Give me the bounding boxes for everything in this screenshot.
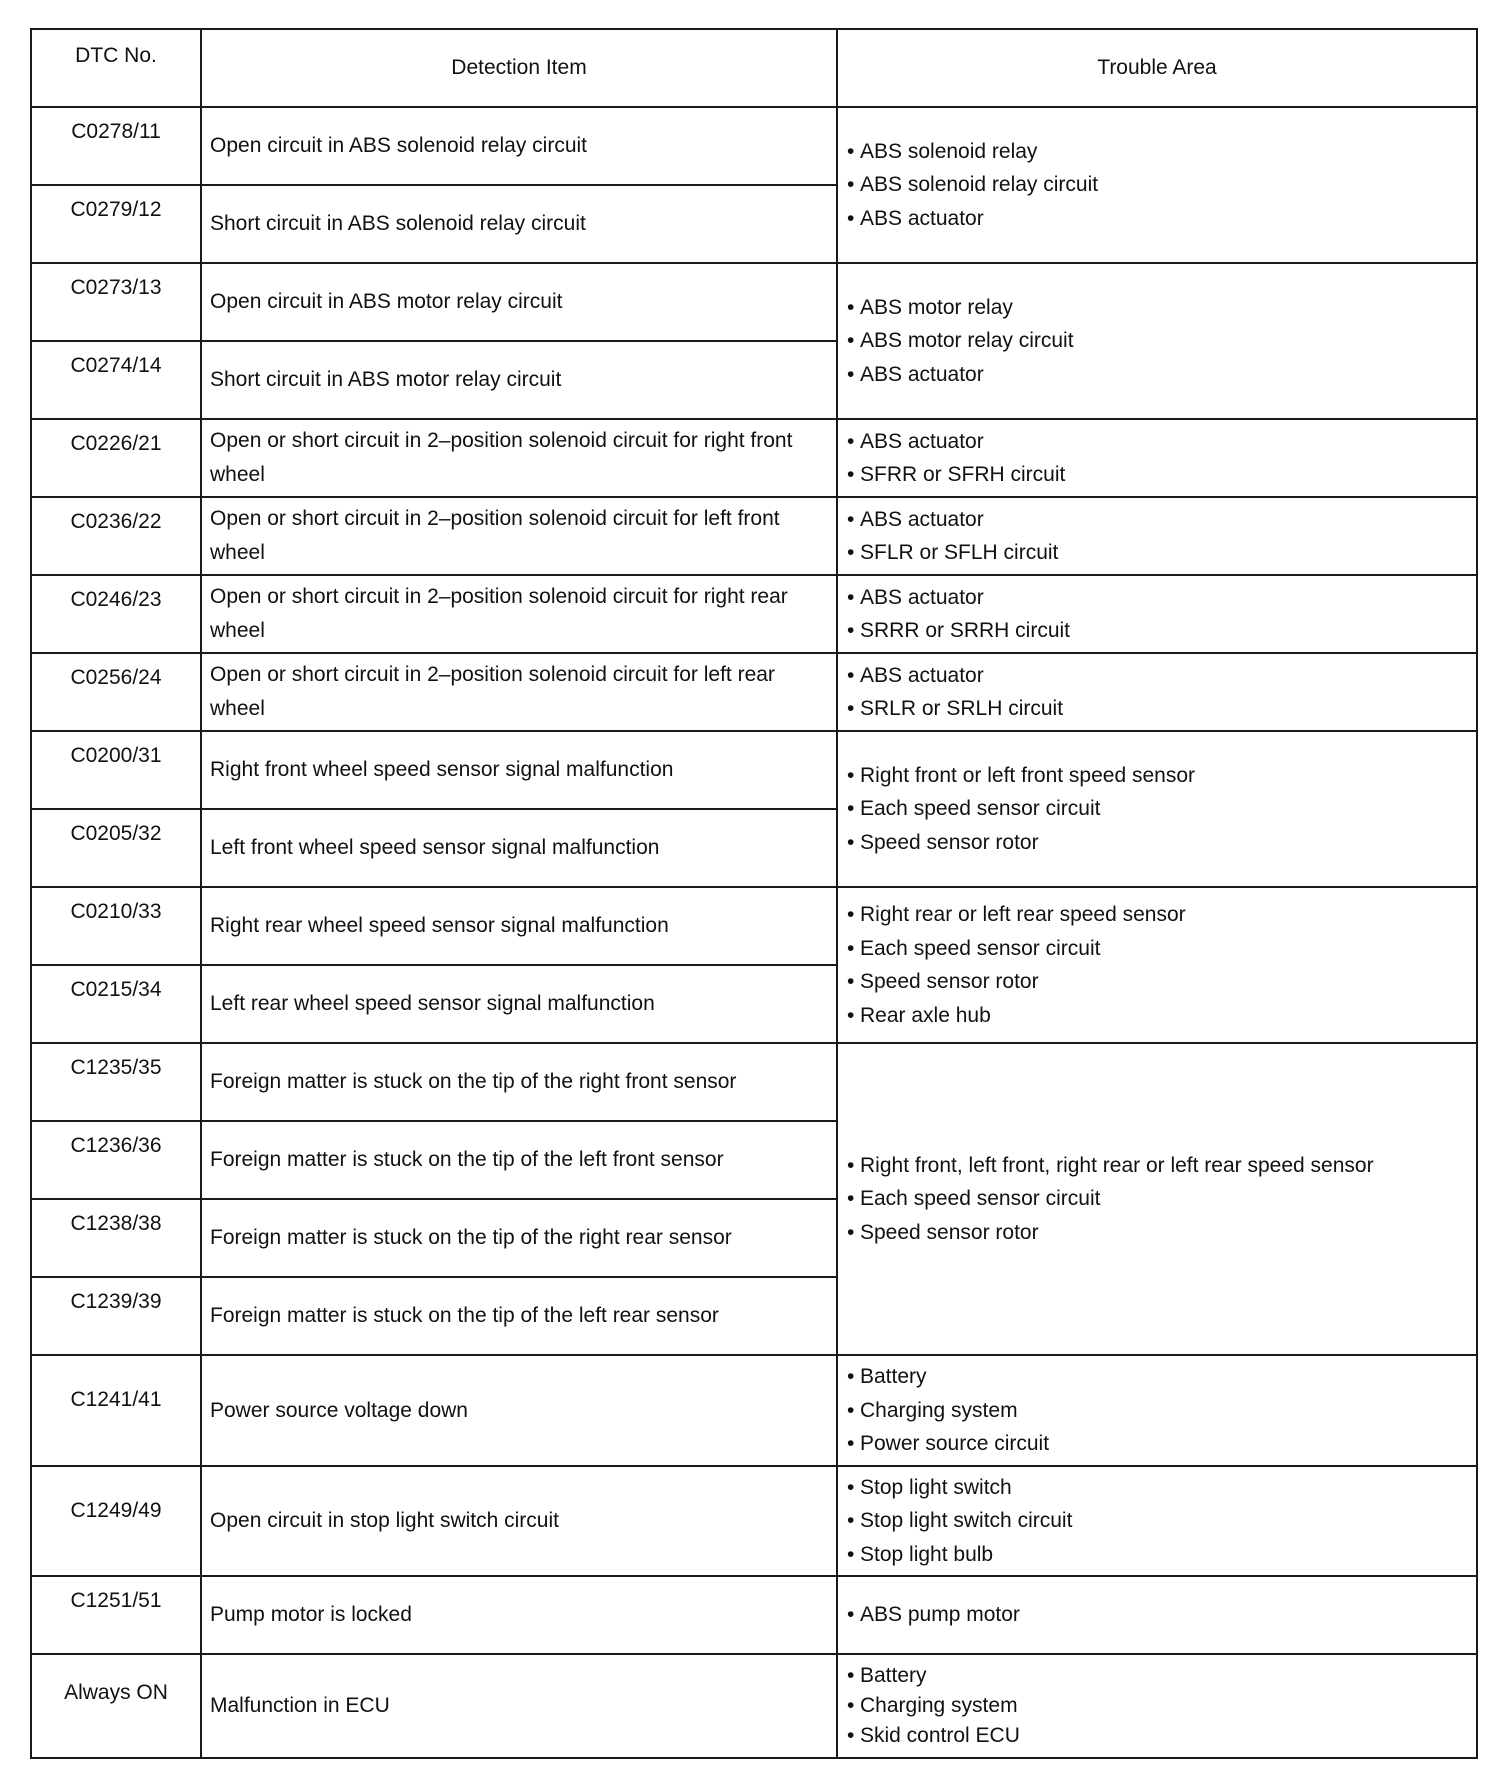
dtc-code: C1251/51	[31, 1576, 201, 1654]
trouble-list-item: • Speed sensor rotor	[846, 1216, 1468, 1250]
dtc-code: C0278/11	[31, 107, 201, 185]
detection-item: Right rear wheel speed sensor signal malfunction	[201, 887, 837, 965]
header-dtc-no: DTC No.	[31, 29, 201, 107]
trouble-list-item: • ABS actuator	[846, 425, 1468, 459]
detection-item: Pump motor is locked	[201, 1576, 837, 1654]
trouble-list-item: • Rear axle hub	[846, 999, 1468, 1033]
trouble-area	[837, 263, 1477, 419]
detection-item: Short circuit in ABS motor relay circuit	[201, 341, 837, 419]
detection-item: Open circuit in ABS motor relay circuit	[201, 263, 837, 341]
trouble-list-item: • SFRR or SFRH circuit	[846, 458, 1468, 492]
trouble-list	[846, 581, 1468, 648]
trouble-list-item: • ABS actuator	[846, 659, 1468, 693]
dtc-code: C0274/14	[31, 341, 201, 419]
table-row	[31, 1654, 1477, 1758]
dtc-code: C1235/35	[31, 1043, 201, 1121]
trouble-list-item: • ABS actuator	[846, 581, 1468, 615]
detection-item: Foreign matter is stuck on the tip of the right rear sensor	[201, 1199, 837, 1277]
dtc-code: C0273/13	[31, 263, 201, 341]
trouble-area	[837, 1355, 1477, 1466]
trouble-list-item: • Charging system	[846, 1691, 1468, 1721]
trouble-area	[837, 1576, 1477, 1654]
trouble-list-item: • SRRR or SRRH circuit	[846, 614, 1468, 648]
dtc-code: C0279/12	[31, 185, 201, 263]
trouble-area	[837, 497, 1477, 575]
trouble-area	[837, 653, 1477, 731]
dtc-code: C1241/41	[31, 1355, 201, 1466]
detection-item: Left rear wheel speed sensor signal malfunction	[201, 965, 837, 1043]
trouble-list	[846, 291, 1468, 392]
dtc-code: C0210/33	[31, 887, 201, 965]
detection-item: Left front wheel speed sensor signal malfunction	[201, 809, 837, 887]
trouble-list-item: • Stop light bulb	[846, 1538, 1468, 1572]
table-row	[31, 419, 1477, 497]
trouble-list-item: • Speed sensor rotor	[846, 826, 1468, 860]
trouble-list-item: • Speed sensor rotor	[846, 965, 1468, 999]
detection-item: Power source voltage down	[201, 1355, 837, 1466]
dtc-code: C0205/32	[31, 809, 201, 887]
dtc-table	[30, 28, 1478, 1759]
trouble-area	[837, 887, 1477, 1043]
trouble-area	[837, 419, 1477, 497]
header-trouble-area: Trouble Area	[837, 29, 1477, 107]
trouble-list-item: • Charging system	[846, 1394, 1468, 1428]
trouble-list	[846, 503, 1468, 570]
trouble-area	[837, 1466, 1477, 1576]
detection-item: Malfunction in ECU	[201, 1654, 837, 1758]
trouble-list-item: • Battery	[846, 1661, 1468, 1691]
detection-item: Short circuit in ABS solenoid relay circuit	[201, 185, 837, 263]
trouble-list-item: • Each speed sensor circuit	[846, 792, 1468, 826]
trouble-list-item: • Right rear or left rear speed sensor	[846, 898, 1468, 932]
trouble-list-item: • Battery	[846, 1360, 1468, 1394]
dtc-code: C0226/21	[31, 419, 201, 497]
table-row	[31, 263, 1477, 341]
trouble-list	[846, 1598, 1468, 1632]
dtc-code: C0215/34	[31, 965, 201, 1043]
dtc-code: C0200/31	[31, 731, 201, 809]
table-row	[31, 107, 1477, 185]
table-header-row	[31, 29, 1477, 107]
table-row	[31, 1355, 1477, 1466]
detection-item: Open or short circuit in 2–position solenoid circuit for right rear wheel	[201, 575, 837, 653]
table-row	[31, 653, 1477, 731]
trouble-list	[846, 1360, 1468, 1461]
detection-item: Foreign matter is stuck on the tip of the left rear sensor	[201, 1277, 837, 1355]
trouble-area	[837, 107, 1477, 263]
header-detection-item: Detection Item	[201, 29, 837, 107]
detection-item: Open or short circuit in 2–position solenoid circuit for left rear wheel	[201, 653, 837, 731]
detection-item: Open or short circuit in 2–position solenoid circuit for right front wheel	[201, 419, 837, 497]
dtc-code: C0246/23	[31, 575, 201, 653]
dtc-code: C1236/36	[31, 1121, 201, 1199]
dtc-code: C0236/22	[31, 497, 201, 575]
trouble-list	[846, 1471, 1468, 1572]
table-row	[31, 731, 1477, 809]
trouble-area	[837, 1043, 1477, 1355]
table-row	[31, 575, 1477, 653]
detection-item: Foreign matter is stuck on the tip of the right front sensor	[201, 1043, 837, 1121]
trouble-area	[837, 575, 1477, 653]
trouble-list-item: • Right front or left front speed sensor	[846, 759, 1468, 793]
detection-item: Open circuit in ABS solenoid relay circuit	[201, 107, 837, 185]
dtc-code: Always ON	[31, 1654, 201, 1758]
table-row	[31, 887, 1477, 965]
dtc-code: C1238/38	[31, 1199, 201, 1277]
trouble-list	[846, 1149, 1468, 1250]
trouble-list-item: • ABS solenoid relay circuit	[846, 168, 1468, 202]
trouble-list-item: • ABS actuator	[846, 358, 1468, 392]
trouble-list	[846, 1661, 1468, 1751]
detection-item: Right front wheel speed sensor signal malfunction	[201, 731, 837, 809]
trouble-list	[846, 425, 1468, 492]
trouble-list-item: • SFLR or SFLH circuit	[846, 536, 1468, 570]
detection-item: Open or short circuit in 2–position solenoid circuit for left front wheel	[201, 497, 837, 575]
detection-item: Foreign matter is stuck on the tip of the left front sensor	[201, 1121, 837, 1199]
trouble-list-item: • Stop light switch circuit	[846, 1504, 1468, 1538]
trouble-list-item: • ABS actuator	[846, 202, 1468, 236]
detection-item: Open circuit in stop light switch circuit	[201, 1466, 837, 1576]
trouble-list-item: • SRLR or SRLH circuit	[846, 692, 1468, 726]
table-row	[31, 1466, 1477, 1576]
trouble-list	[846, 135, 1468, 236]
trouble-list-item: • Right front, left front, right rear or left rear speed sensor	[846, 1149, 1468, 1183]
trouble-area	[837, 1654, 1477, 1758]
trouble-list-item: • ABS pump motor	[846, 1598, 1468, 1632]
table-row	[31, 497, 1477, 575]
table-row	[31, 1043, 1477, 1121]
trouble-area	[837, 731, 1477, 887]
trouble-list-item: • ABS actuator	[846, 503, 1468, 537]
trouble-list-item: • Power source circuit	[846, 1427, 1468, 1461]
trouble-list	[846, 759, 1468, 860]
trouble-list-item: • Each speed sensor circuit	[846, 932, 1468, 966]
trouble-list-item: • Stop light switch	[846, 1471, 1468, 1505]
dtc-code: C1239/39	[31, 1277, 201, 1355]
trouble-list-item: • Skid control ECU	[846, 1721, 1468, 1751]
trouble-list-item: • ABS solenoid relay	[846, 135, 1468, 169]
table-row	[31, 1576, 1477, 1654]
dtc-code: C0256/24	[31, 653, 201, 731]
trouble-list	[846, 898, 1468, 1032]
trouble-list-item: • Each speed sensor circuit	[846, 1182, 1468, 1216]
trouble-list-item: • ABS motor relay	[846, 291, 1468, 325]
trouble-list-item: • ABS motor relay circuit	[846, 324, 1468, 358]
dtc-code: C1249/49	[31, 1466, 201, 1576]
trouble-list	[846, 659, 1468, 726]
